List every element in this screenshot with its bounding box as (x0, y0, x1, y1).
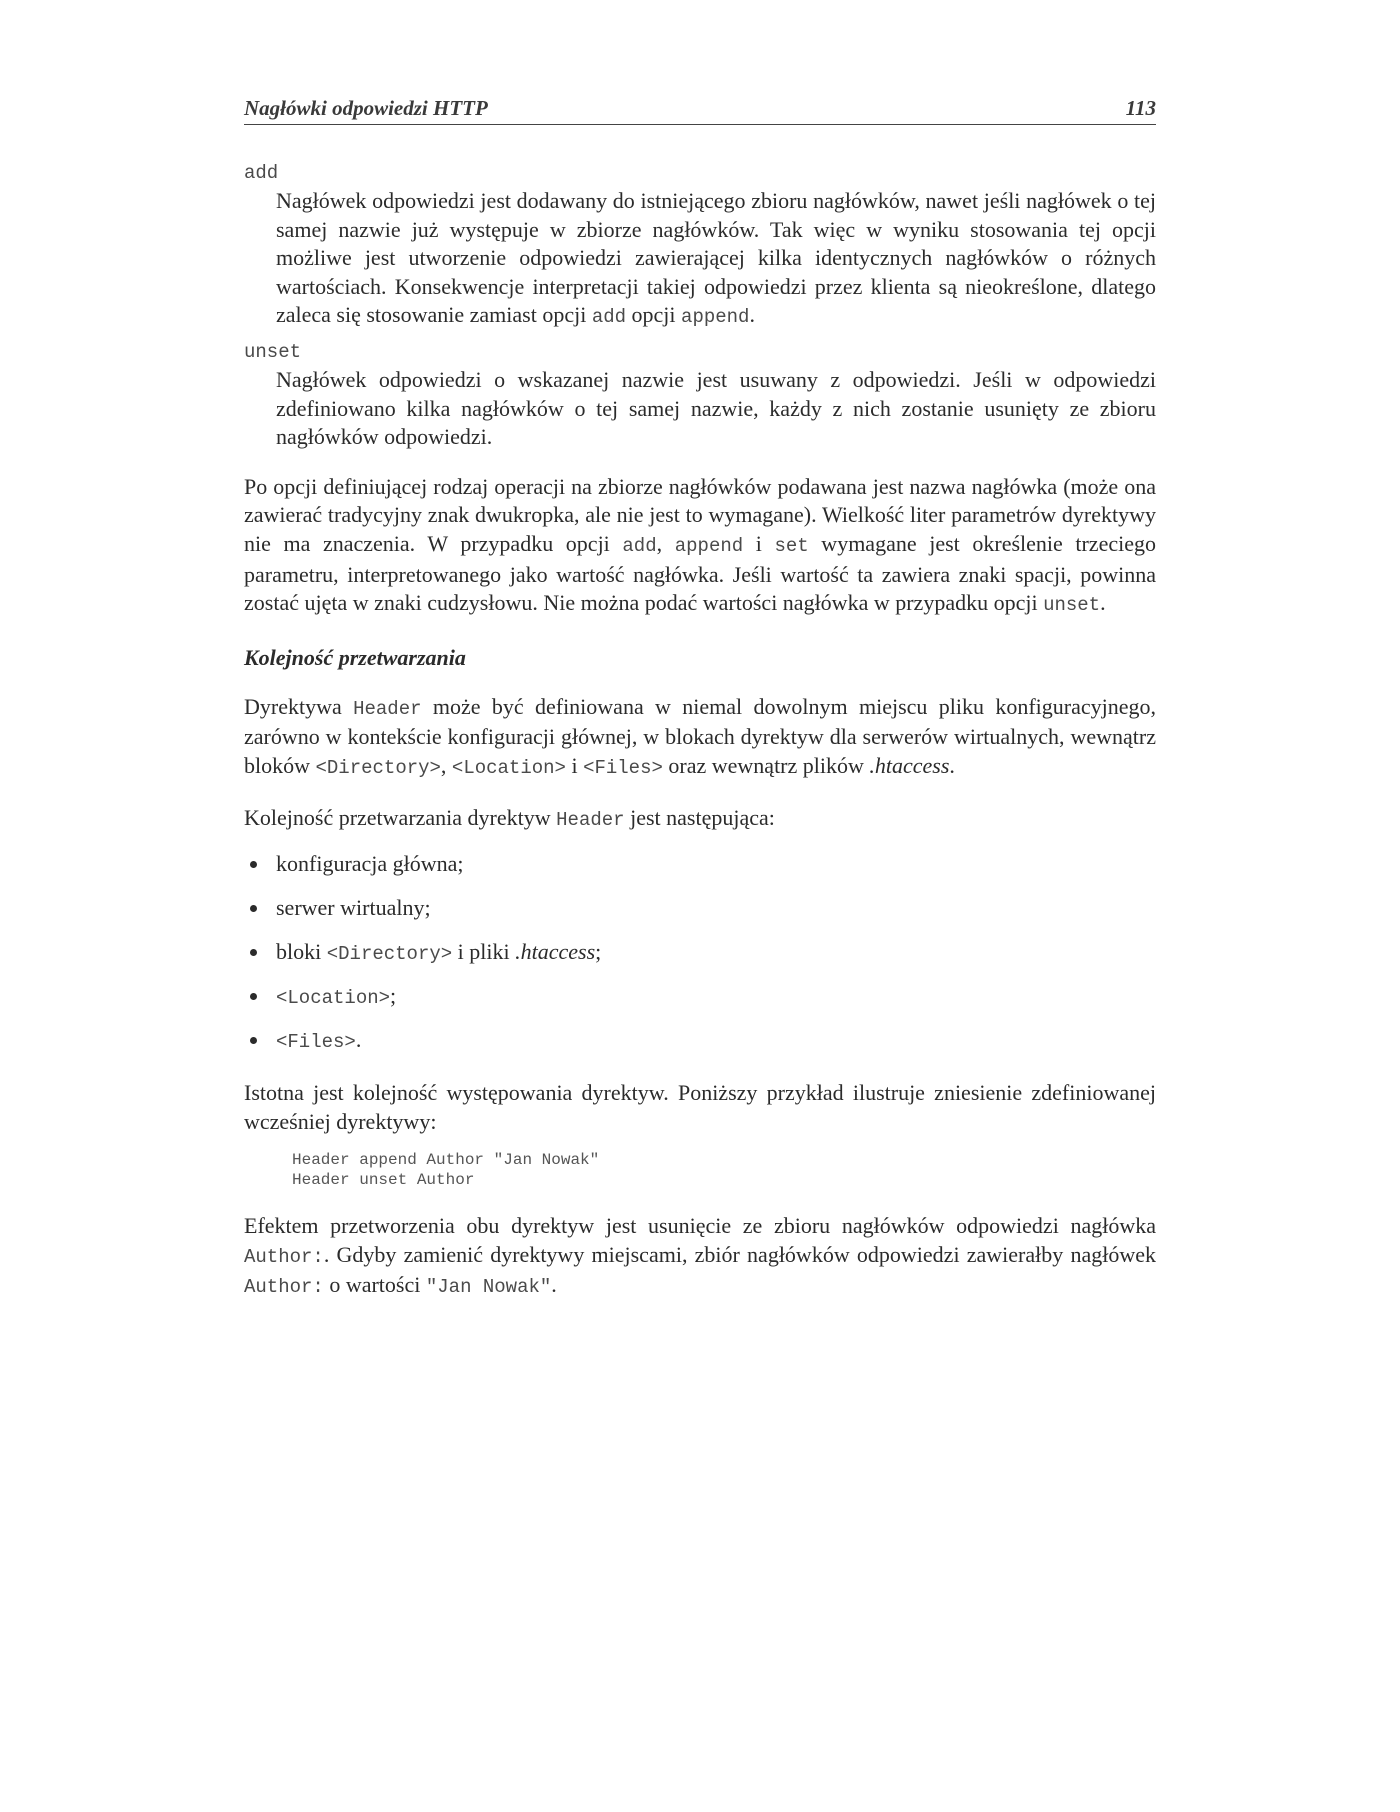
definition-description: Nagłówek odpowiedzi jest dodawany do istniejącego zbioru nagłówków, nawet jeśli nagłówek o tej samej nazwie już występuje w zbiorze nagłówków. Tak więc w wyniku stosowania tej opcji możliwe jest utworzenie odpowiedzi zawierającej kilka identycznych nagłówków o różnych wartościach. Konsekwencje interpretacji takiej odpowiedzi przez klienta są nieokreślone, dlatego zaleca się stosowanie zamiast opcji add opcji append. (276, 188, 1156, 329)
paragraph: Dyrektywa Header może być definiowana w niemal dowolnym miejscu pliku konfiguracyjnego, zarówno w kontekście konfiguracji głównej, w blokach dyrektyw dla serwerów wirtualnych, wewnątrz bloków <Directory>, <Location> i <Files> oraz wewnątrz plików .htaccess. (244, 693, 1156, 779)
inline-code: add (591, 306, 627, 329)
inline-code: append (674, 534, 744, 557)
page-number: 113 (1125, 96, 1156, 120)
bullet-icon (250, 1037, 257, 1044)
inline-code: <Directory> (326, 943, 453, 966)
inline-code: Author: (244, 1245, 324, 1268)
code-line: Header unset Author (292, 1171, 475, 1190)
list-item: <Location>; (244, 982, 1156, 1026)
bullet-icon (250, 993, 257, 1000)
chapter-title: Nagłówki odpowiedzi HTTP (244, 96, 488, 120)
bullet-icon (250, 905, 257, 912)
bullet-icon (250, 949, 257, 956)
definition-description: Nagłówek odpowiedzi o wskazanej nazwie jest usuwany z odpowiedzi. Jeśli w odpowiedzi zdefiniowano kilka nagłówków o tej samej nazwie, każdy z nich zostanie usunięty ze zbioru nagłówków odpowiedzi. (276, 366, 1156, 450)
inline-code: <Files> (583, 756, 663, 779)
list-item: <Files>. (244, 1026, 1156, 1070)
paragraph: Efektem przetworzenia obu dyrektyw jest usunięcie ze zbioru nagłówków odpowiedzi nagłówka Author:. Gdyby zamienić dyrektywy miejscami, zbiór nagłówków odpowiedzi zawierałby nagłówek Author: o wartości "Jan Nowak". (244, 1213, 1156, 1299)
inline-code: <Location> (276, 987, 391, 1010)
inline-code: <Location> (451, 756, 566, 779)
paragraph: Po opcji definiującej rodzaj operacji na zbiorze nagłówków podawana jest nazwa nagłówka (może ona zawierać tradycyjny znak dwukropka, ale nie jest to wymagane). Wielkość liter parametrów dyrektywy nie ma znaczenia. W przypadku opcji add, append i set wymagane jest określenie trzeciego parametru, interpretowanego jako wartość nagłówka. Jeśli wartość ta zawiera znaki spacji, powinna zostać ujęta w znaki cudzysłowu. Nie można podać wartości nagłówka w przypadku opcji unset. (244, 473, 1156, 617)
inline-code: <Files> (276, 1031, 356, 1054)
list-item: bloki <Directory> i pliki .htaccess; (244, 938, 1156, 982)
filename: .htaccess (515, 939, 596, 965)
definition-term: add (244, 162, 279, 184)
bullet-icon (250, 861, 257, 868)
inline-code: Header (556, 808, 625, 831)
definition-term: unset (244, 340, 302, 363)
inline-code: Header (353, 697, 422, 720)
inline-code: append (681, 306, 750, 329)
definition-add (244, 159, 1156, 332)
book-page (244, 96, 1156, 1302)
list-item: serwer wirtualny; (244, 894, 1156, 938)
section-heading: Kolejność przetwarzania (244, 644, 466, 670)
paragraph: Kolejność przetwarzania dyrektyw Header jest następująca: (244, 804, 775, 831)
processing-order-list (244, 850, 1156, 1070)
filename: .htaccess (869, 752, 950, 778)
code-line: Header append Author "Jan Nowak" (292, 1151, 600, 1170)
inline-code: set (774, 534, 809, 557)
inline-code: <Directory> (315, 756, 441, 779)
definition-unset (244, 338, 1156, 452)
running-header (244, 96, 1156, 125)
paragraph: Istotna jest kolejność występowania dyrektyw. Poniższy przykład ilustruje zniesienie zdefiniowanej wcześniej dyrektywy: (244, 1080, 1156, 1134)
inline-code: Author: (244, 1276, 324, 1299)
list-item: konfiguracja główna; (244, 850, 1156, 894)
inline-code: "Jan Nowak" (425, 1276, 552, 1299)
inline-code: add (622, 534, 657, 557)
inline-code: unset (1043, 594, 1101, 617)
code-example (292, 1150, 1156, 1190)
